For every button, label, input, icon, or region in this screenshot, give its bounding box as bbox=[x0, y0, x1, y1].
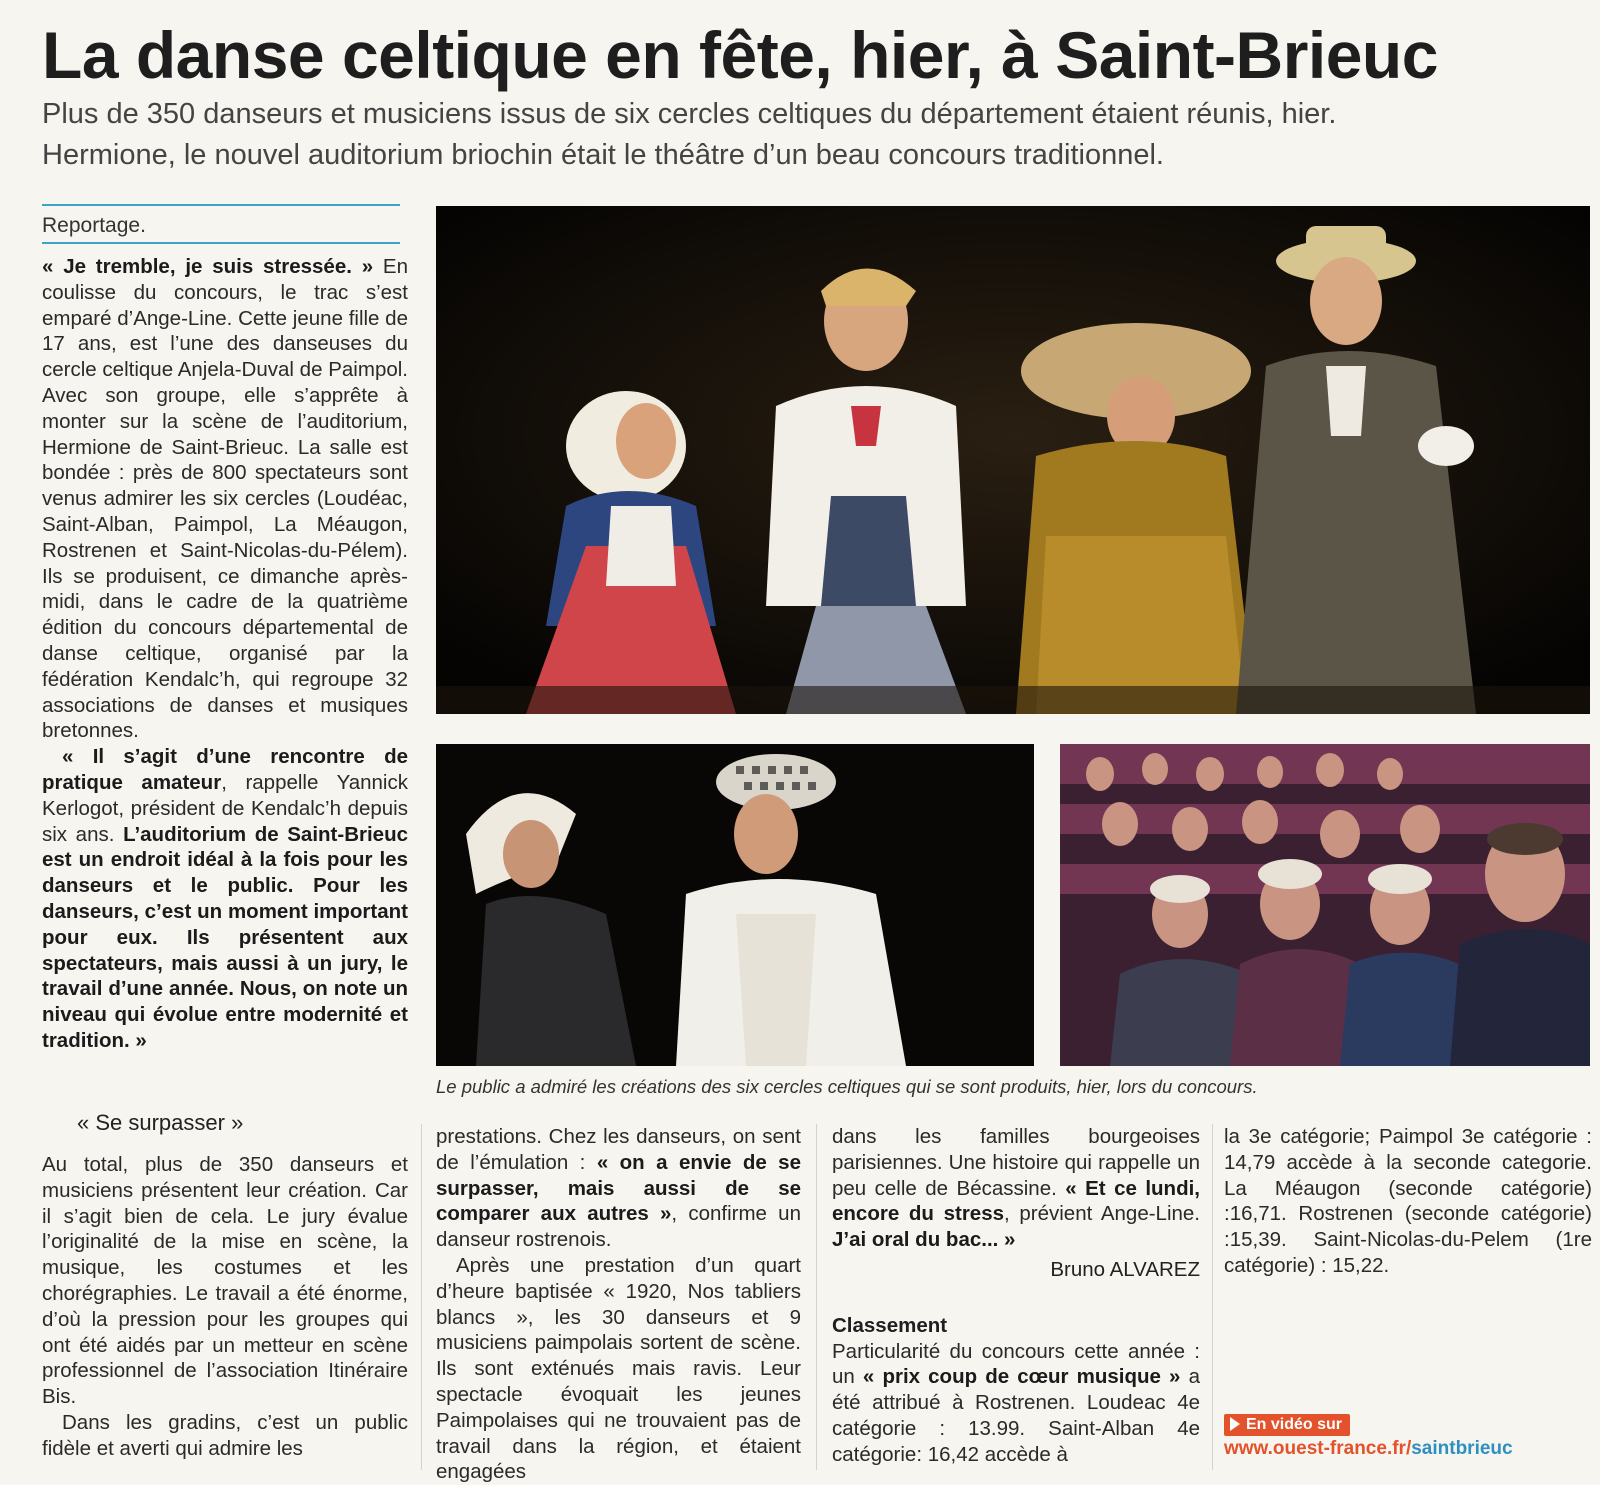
subhead-line-1: Plus de 350 danseurs et musiciens issus de six cercles celtiques du département étaient réunis, hier. bbox=[42, 98, 1337, 130]
paragraph: la 3e catégorie; Paimpol 3e catégorie : 14,79 accède à la seconde categorie. La Méaugon (seconde catégorie) :16,71. Rostrenen (seconde catégorie) :15,39. Saint-Nicolas-du-Pelem (1re catégorie) : 15,22. bbox=[1224, 1125, 1592, 1277]
kicker-rule bbox=[42, 242, 400, 244]
subhead-line-2: Hermione, le nouvel auditorium briochin était le théâtre d’un beau concours traditionnel. bbox=[42, 139, 1164, 171]
article-column-3 bbox=[832, 1124, 1200, 1468]
paragraph-text: , confirme un danseur rostrenois. bbox=[436, 1202, 801, 1252]
video-url-path: saintbrieuc bbox=[1411, 1438, 1513, 1459]
paragraph bbox=[42, 744, 408, 1054]
video-badge[interactable] bbox=[1224, 1414, 1350, 1436]
intertitle: « Se surpasser » bbox=[77, 1110, 244, 1135]
play-icon bbox=[1230, 1417, 1240, 1431]
photo-caption: Le public a admiré les créations des six cercles celtiques qui se sont produits, hier, lors du concours. bbox=[436, 1076, 1258, 1097]
paragraph-text: a été attribué à Rostrenen. Loudeac 4e catégorie : 13.99. Saint-Alban 4e catégorie: 16,42 accède à bbox=[832, 1365, 1200, 1466]
article-column-4 bbox=[1224, 1124, 1592, 1279]
top-rule bbox=[42, 204, 400, 206]
paragraph: Dans les gradins, c’est un public fidèle et averti qui admire les bbox=[42, 1410, 408, 1460]
column-divider bbox=[1212, 1124, 1213, 1470]
paragraph bbox=[832, 1124, 1200, 1253]
article-column-2 bbox=[436, 1124, 801, 1485]
quote-bold: J’ai oral du bac... » bbox=[832, 1228, 1016, 1252]
quote-bold: « Et ce lundi, encore du stress bbox=[832, 1176, 1200, 1226]
article-column-1 bbox=[42, 254, 408, 1054]
photo-audience bbox=[1060, 744, 1590, 1066]
video-url-domain: www.ouest-france.fr/ bbox=[1224, 1438, 1412, 1459]
column-divider bbox=[421, 1124, 422, 1470]
author-signature: Bruno ALVAREZ bbox=[1050, 1257, 1200, 1281]
column-divider bbox=[816, 1124, 817, 1470]
subhead bbox=[42, 94, 1562, 176]
article-column-1-continued bbox=[42, 1152, 408, 1462]
quote-bold: « Je tremble, je suis stressée. » bbox=[42, 255, 374, 278]
paragraph: Après une prestation d’un quart d’heure baptisée « 1920, Nos tabliers blancs », les 30 danseurs et 9 musiciens paimpolais sortent de scène. Ils sont exténués mais ravis. Leur spectacle évoquait les jeunes Paimpolaises qui ne trouvaient pas de travail dans la région, et étaient engagées bbox=[436, 1253, 801, 1484]
video-link[interactable] bbox=[1224, 1438, 1513, 1460]
paragraph bbox=[42, 254, 408, 744]
photo-dancers-stage bbox=[436, 206, 1590, 714]
section-title: Classement bbox=[832, 1313, 948, 1337]
paragraph-text: dans les familles bourgeoises parisiennes. Une histoire qui rappelle un peu celle de Bécassine. bbox=[832, 1125, 1200, 1200]
quote-bold: « prix coup de cœur musique » bbox=[862, 1365, 1181, 1389]
quote-bold: « on a envie de se surpasser, mais aussi de se comparer aux autres » bbox=[436, 1150, 801, 1226]
paragraph: Au total, plus de 350 danseurs et musiciens présentent leur création. Car il s’agit bien de cela. Le jury évalue l’originalité de la mise en scène, la musique, les costumes et les chorégraphies. Le travail a été énorme, d’où la pression pour les groupes qui ont été aidés par un metteur en scène professionnel de l’association Itinéraire Bis. bbox=[42, 1153, 408, 1409]
video-badge-label: En vidéo sur bbox=[1246, 1416, 1343, 1433]
paragraph bbox=[436, 1124, 801, 1253]
quote-bold: L’auditorium de Saint-Brieuc est un endroit idéal à la fois pour les danseurs et le public. Pour les danseurs, c’est un moment important pour eux. Ils présentent aux spectateurs, mais aussi à un jury, le travail d’une année. Nous, on note un niveau qui évolue entre modernité et tradition. » bbox=[42, 822, 408, 1052]
photo-couple-dancing bbox=[436, 744, 1034, 1066]
paragraph-text: , prévient Ange-Line. bbox=[1004, 1202, 1200, 1226]
quote-bold: « Il s’agit d’une rencontre de pratique amateur bbox=[42, 745, 408, 794]
paragraph bbox=[832, 1339, 1200, 1468]
paragraph-text: prestations. Chez les danseurs, on sent de l’émulation : bbox=[436, 1125, 801, 1174]
paragraph-text: , rappelle Yannick Kerlogot, président de Kendalc’h depuis six ans. bbox=[42, 770, 408, 846]
headline: La danse celtique en fête, hier, à Saint-Brieuc bbox=[42, 18, 1438, 92]
paragraph-text: En coulisse du concours, le trac s’est emparé d’Ange-Line. Cette jeune fille de 17 ans, est l’une des danseuses du cercle celtique Anjela-Duval de Paimpol. Avec son groupe, elle s’apprête à monter sur la scène de l’auditorium, Hermione de Saint-Brieuc. La salle est bondée : près de 800 spectateurs sont venus admirer les six cercles (Loudéac, Saint-Alban, Paimpol, La Méaugon, Rostrenen et Saint-Nicolas-du-Pélem). Ils se produisent, ce dimanche après-midi, dans le cadre de la quatrième édition du concours départemental de danse celtique, organisé par la fédération Kendalc’h, qui regroupe 32 associations de danses et musiques bretonnes. bbox=[42, 255, 408, 743]
paragraph-text: Particularité du concours cette année : un bbox=[832, 1339, 1200, 1389]
kicker: Reportage. bbox=[42, 214, 146, 237]
